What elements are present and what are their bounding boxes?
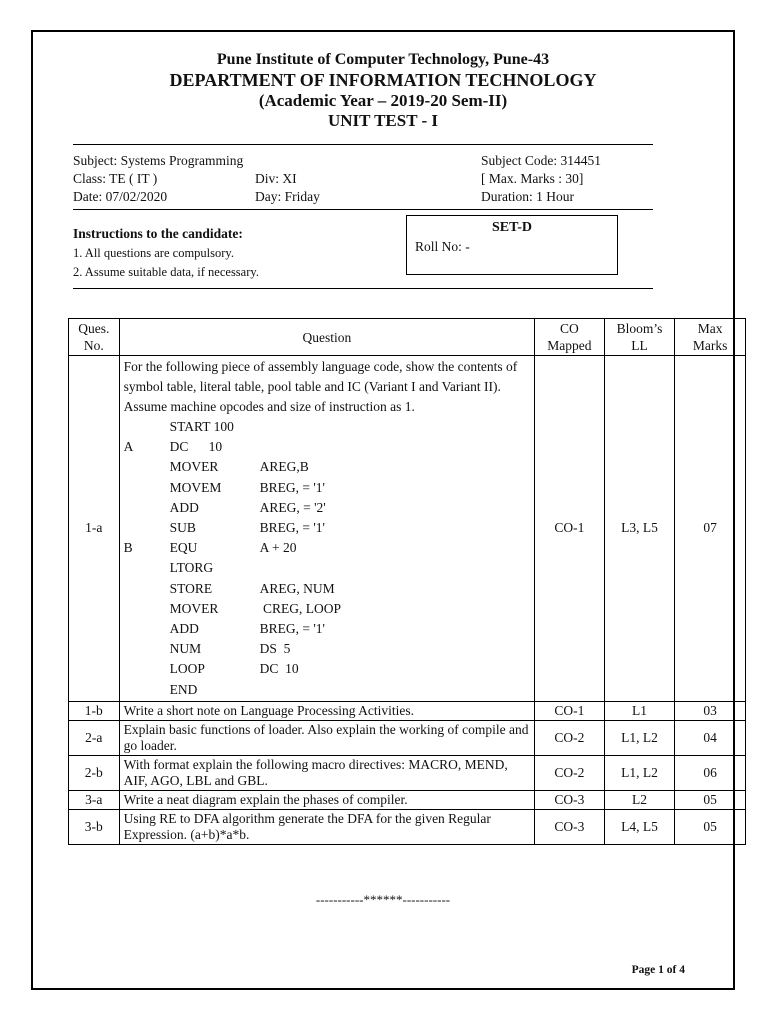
co-mapped: CO-2 xyxy=(535,755,605,790)
code-label xyxy=(124,457,170,477)
code-label xyxy=(124,659,170,679)
blooms-level: L1, L2 xyxy=(604,720,675,755)
table-row xyxy=(69,755,746,790)
code-op: MOVER xyxy=(169,459,219,475)
code-operand: A + 20 xyxy=(259,540,297,556)
header-question: Question xyxy=(119,319,534,356)
div-info: Div: XI xyxy=(255,171,297,186)
question-number: 2-a xyxy=(69,720,120,755)
code-op: LTORG xyxy=(169,560,214,576)
code-operand: DS 5 xyxy=(259,641,291,657)
blooms-level: L2 xyxy=(604,790,675,809)
code-label xyxy=(124,478,170,498)
document-header xyxy=(33,50,733,131)
department-name: DEPARTMENT OF INFORMATION TECHNOLOGY xyxy=(169,70,597,90)
code-op: END xyxy=(169,681,198,697)
max-marks-cell: 05 xyxy=(675,790,746,809)
code-label xyxy=(124,639,170,659)
instructions-title: Instructions to the candidate: xyxy=(73,226,243,241)
blooms-level: L1 xyxy=(604,701,675,720)
co-mapped: CO-3 xyxy=(535,809,605,844)
code-operand: AREG, = '2' xyxy=(259,499,326,515)
code-op: NUM xyxy=(169,641,202,657)
max-marks-cell: 03 xyxy=(675,701,746,720)
exam-date: Date: 07/02/2020 xyxy=(73,189,168,204)
page-frame xyxy=(31,30,735,990)
code-label xyxy=(124,579,170,599)
code-op: EQU xyxy=(169,540,198,556)
question-table xyxy=(68,318,746,845)
instruction-item: 1. All questions are compulsory. xyxy=(73,246,234,260)
code-op: SUB xyxy=(169,520,196,536)
question-number: 2-b xyxy=(69,755,120,790)
code-label xyxy=(124,518,170,538)
code-line xyxy=(124,558,530,578)
table-row xyxy=(69,701,746,720)
instruction-item: 2. Assume suitable data, if necessary. xyxy=(73,265,259,279)
question-text: With format explain the following macro directives: MACRO, MEND, AIF, AGO, LBL and GBL. xyxy=(119,755,534,790)
code-op: START 100 xyxy=(169,419,234,434)
table-header-row xyxy=(69,319,746,356)
divider-middle xyxy=(73,209,653,210)
code-operand: AREG, NUM xyxy=(259,580,335,596)
code-operand: BREG, = '1' xyxy=(259,520,325,536)
question-number: 3-a xyxy=(69,790,120,809)
code-label xyxy=(124,619,170,639)
question-number: 1-a xyxy=(69,356,120,702)
code-line xyxy=(124,599,530,619)
code-operand: BREG, = '1' xyxy=(259,479,325,495)
divider-top xyxy=(73,144,653,145)
header-blooms-level: Bloom’s LL xyxy=(604,319,675,356)
max-marks-cell: 06 xyxy=(675,755,746,790)
code-label xyxy=(124,680,170,700)
question-description: For the following piece of assembly language code, show the contents of symbol table, literal table, pool table and IC (Variant I and Variant II). Assume machine opcodes and size of instruction as 1. xyxy=(123,359,518,414)
code-line xyxy=(124,639,530,659)
code-line xyxy=(124,538,530,558)
co-mapped: CO-1 xyxy=(535,701,605,720)
code-op: STORE xyxy=(169,580,213,596)
code-line xyxy=(124,579,530,599)
end-of-paper-marker: -----------******----------- xyxy=(315,892,451,907)
divider-bottom xyxy=(73,288,653,289)
page-number: Page 1 of 4 xyxy=(631,964,685,976)
co-mapped: CO-1 xyxy=(535,356,605,702)
academic-year: (Academic Year – 2019-20 Sem-II) xyxy=(258,91,508,110)
subject-name: Subject: Systems Programming xyxy=(73,153,244,168)
roll-number: Roll No: - xyxy=(415,239,470,254)
table-row xyxy=(69,809,746,844)
header-max-marks: Max Marks xyxy=(675,319,746,356)
code-label xyxy=(124,498,170,518)
test-title: UNIT TEST - I xyxy=(327,111,439,130)
header-question-number: Ques. No. xyxy=(69,319,120,356)
code-line xyxy=(124,659,530,679)
code-op: MOVEM xyxy=(169,479,222,495)
max-marks: [ Max. Marks : 30] xyxy=(481,171,584,186)
code-op: ADD xyxy=(169,499,199,515)
table-row xyxy=(69,356,746,702)
header-co-mapped: CO Mapped xyxy=(535,319,605,356)
code-label xyxy=(124,558,170,578)
assembly-code xyxy=(124,417,530,700)
set-roll-box xyxy=(406,215,618,275)
code-op: ADD xyxy=(169,621,199,637)
code-line xyxy=(124,478,530,498)
table-row xyxy=(69,790,746,809)
question-text: Write a neat diagram explain the phases of compiler. xyxy=(119,790,534,809)
code-line xyxy=(124,619,530,639)
blooms-level: L1, L2 xyxy=(604,755,675,790)
co-mapped: CO-2 xyxy=(535,720,605,755)
code-op: MOVER xyxy=(169,600,219,616)
code-line xyxy=(124,457,530,477)
max-marks-cell: 05 xyxy=(675,809,746,844)
blooms-level: L4, L5 xyxy=(604,809,675,844)
co-mapped: CO-3 xyxy=(535,790,605,809)
code-label: B xyxy=(123,540,133,556)
question-number: 1-b xyxy=(69,701,120,720)
set-label: SET-D xyxy=(492,220,532,235)
duration: Duration: 1 Hour xyxy=(481,189,574,204)
code-operand: AREG,B xyxy=(259,459,309,475)
code-operand: CREG, LOOP xyxy=(259,600,341,616)
code-operand: BREG, = '1' xyxy=(259,621,325,637)
question-number: 3-b xyxy=(69,809,120,844)
code-line xyxy=(124,417,530,437)
question-text xyxy=(119,356,534,702)
code-line xyxy=(124,498,530,518)
institute-name: Pune Institute of Computer Technology, Pune-43 xyxy=(216,51,550,68)
subject-code: Subject Code: 314451 xyxy=(481,153,601,168)
code-operand: DC 10 xyxy=(259,661,299,677)
code-op: DC 10 xyxy=(169,439,223,455)
class-info: Class: TE ( IT ) xyxy=(73,171,158,186)
code-line xyxy=(124,680,530,700)
code-label xyxy=(124,599,170,619)
code-label xyxy=(124,417,170,437)
question-text: Using RE to DFA algorithm generate the DFA for the given Regular Expression. (a+b)*a*b. xyxy=(119,809,534,844)
table-row xyxy=(69,720,746,755)
max-marks-cell: 04 xyxy=(675,720,746,755)
question-text: Explain basic functions of loader. Also explain the working of compile and go loader. xyxy=(119,720,534,755)
question-text: Write a short note on Language Processing Activities. xyxy=(119,701,534,720)
code-line xyxy=(124,518,530,538)
code-line xyxy=(124,437,530,457)
max-marks-cell: 07 xyxy=(675,356,746,702)
blooms-level: L3, L5 xyxy=(604,356,675,702)
code-op: LOOP xyxy=(169,661,205,677)
code-label: A xyxy=(123,439,134,455)
exam-day: Day: Friday xyxy=(255,189,320,204)
